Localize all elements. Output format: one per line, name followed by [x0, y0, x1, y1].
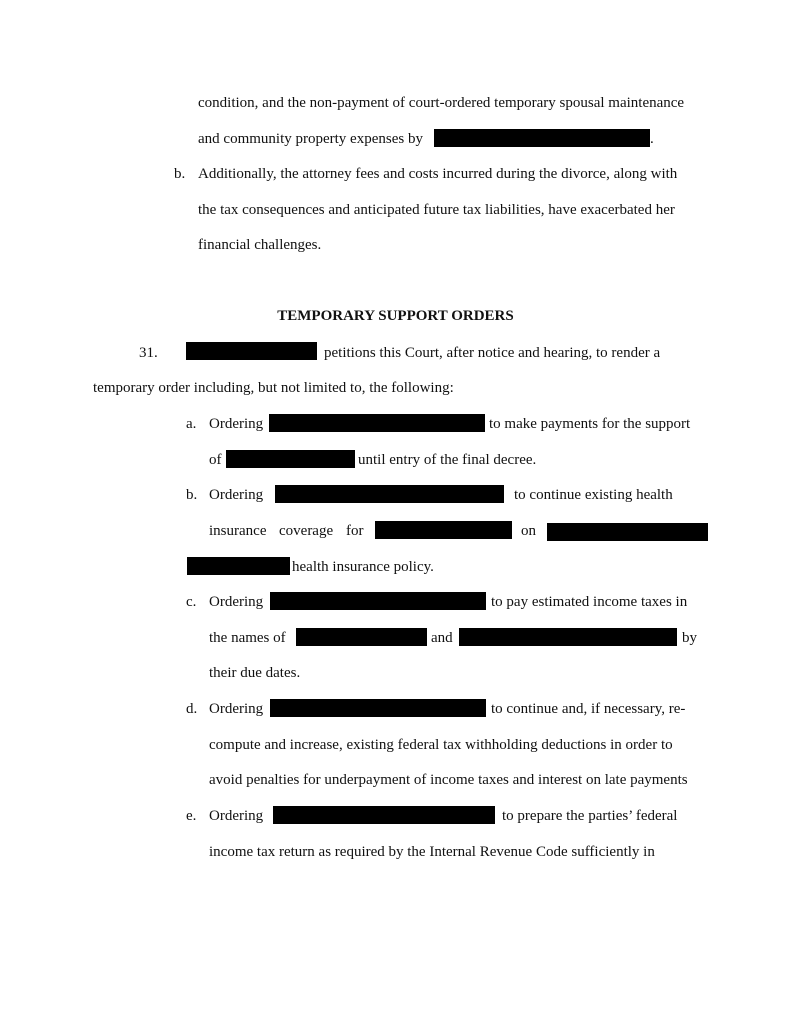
intro-line-2-end: . [650, 131, 654, 147]
redaction-bar [269, 414, 485, 432]
redaction-bar [270, 699, 486, 717]
section-heading: TEMPORARY SUPPORT ORDERS [277, 308, 514, 324]
order-c-ordering: Ordering [209, 594, 264, 610]
redaction-bar [459, 628, 677, 646]
order-a-ordering: Ordering [209, 416, 264, 432]
order-e-ordering: Ordering [209, 808, 264, 824]
item-b-prior-line-3: financial challenges. [198, 237, 322, 253]
order-c-due: their due dates. [209, 665, 301, 681]
order-d-after: to continue and, if necessary, re- [491, 701, 686, 717]
order-b-on: on [521, 523, 536, 539]
order-c-label: c. [186, 594, 197, 610]
order-c-and: and [431, 630, 453, 646]
redaction-bar [270, 592, 486, 610]
order-a-until: until entry of the final decree. [358, 452, 537, 468]
order-d-ordering: Ordering [209, 701, 264, 717]
order-b-after: to continue existing health [514, 487, 673, 503]
redaction-bar [275, 485, 504, 503]
para-31-line-1-text: petitions this Court, after notice and hearing, to render a [324, 345, 661, 361]
order-e-line-2: income tax return as required by the Internal Revenue Code sufficiently in [209, 844, 655, 860]
order-c-by: by [682, 630, 697, 646]
order-b-coverage: coverage [279, 523, 334, 539]
redaction-bar [434, 129, 650, 147]
intro-line-1-text: condition, and the non-payment of court-ordered temporary spousal maintenance [198, 95, 685, 111]
order-c-names: the names of [209, 630, 286, 646]
order-b-label: b. [186, 487, 198, 503]
redaction-bar [375, 521, 512, 539]
order-a-label: a. [186, 416, 197, 432]
para-31-line-1 [324, 344, 698, 362]
redaction-bar [273, 806, 495, 824]
item-b-prior-line-1: Additionally, the attorney fees and costs incurred during the divorce, along with [198, 166, 678, 182]
order-e-label: e. [186, 808, 197, 824]
order-b-ordering: Ordering [209, 487, 264, 503]
order-a-after: to make payments for the support [489, 416, 691, 432]
redaction-bar [296, 628, 427, 646]
intro-line-2-text: and community property expenses by [198, 131, 423, 147]
order-e-after: to prepare the parties’ federal [502, 808, 678, 824]
order-b-policy: health insurance policy. [292, 559, 434, 575]
order-d-line-2: compute and increase, existing federal tax withholding deductions in order to [209, 737, 673, 753]
order-b-insurance: insurance [209, 523, 267, 539]
redaction-bar [187, 557, 290, 575]
intro-line-1 [198, 94, 698, 112]
order-c-after: to pay estimated income taxes in [491, 594, 688, 610]
order-a-of: of [209, 452, 222, 468]
order-d-label: d. [186, 701, 198, 717]
redaction-bar [547, 523, 708, 541]
item-b-prior-label: b. [174, 166, 186, 182]
para-31-number: 31. [139, 345, 158, 361]
redaction-bar [226, 450, 355, 468]
order-b-for: for [346, 523, 364, 539]
order-d-line-3: avoid penalties for underpayment of income taxes and interest on late payments [209, 772, 688, 788]
redaction-bar [186, 342, 317, 360]
para-31-line-2: temporary order including, but not limited to, the following: [93, 380, 454, 396]
item-b-prior-line-2: the tax consequences and anticipated future tax liabilities, have exacerbated her [198, 202, 675, 218]
